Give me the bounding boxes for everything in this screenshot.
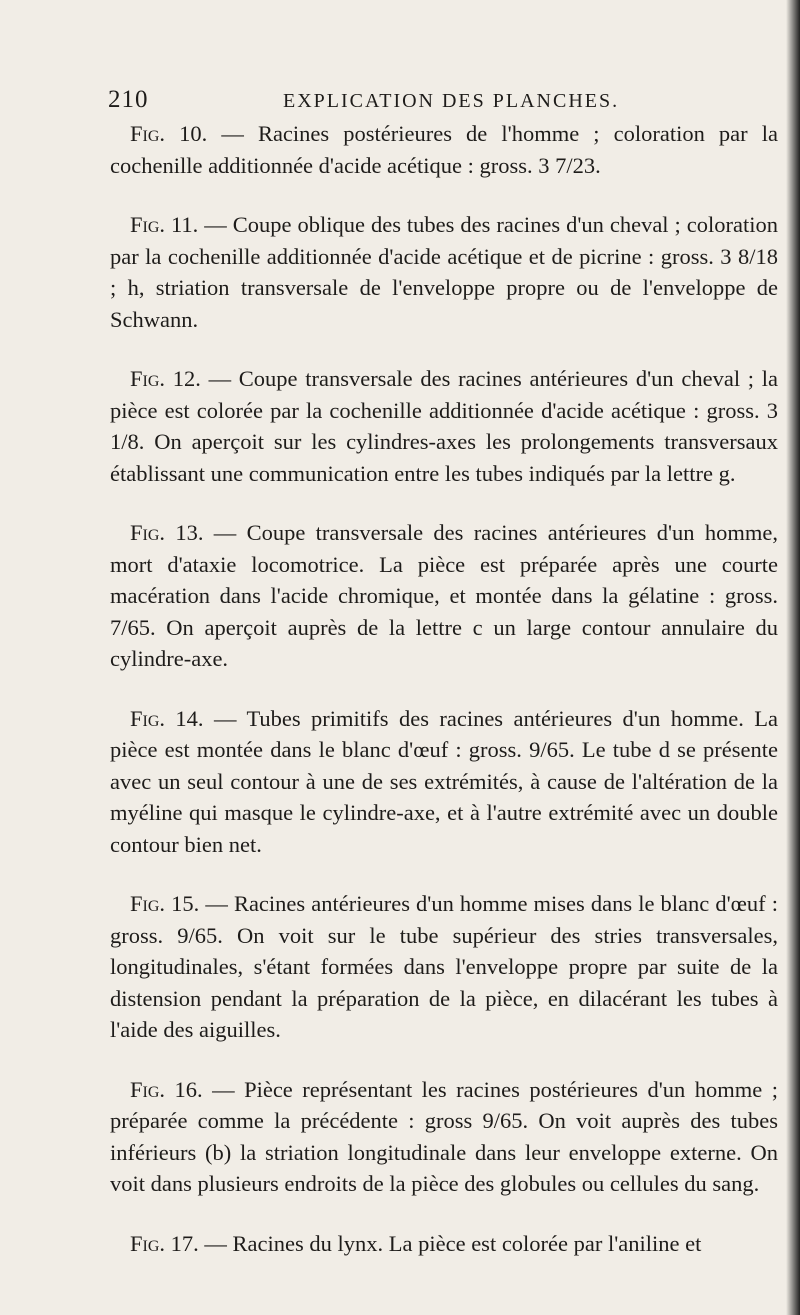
figure-caption-11 — [110, 209, 778, 335]
running-title: EXPLICATION DES PLANCHES. — [283, 90, 620, 112]
page-edge-shadow — [786, 0, 800, 1315]
figure-description: — Coupe transversale des racines antérieures d'un homme, mort d'ataxie locomotrice. La pièce est préparée après une courte macération dans l'acide chromique, et montée dans la gélatine : gross. 7/65. On aperçoit auprès de la lettre c un large contour annulaire du cylindre-axe. — [110, 520, 778, 671]
figure-caption-16 — [110, 1074, 778, 1200]
figure-label: Fig. 15. — [130, 891, 200, 916]
figure-description: — Coupe transversale des racines antérieures d'un cheval ; la pièce est colorée par la cochenille additionnée d'acide acétique : gross. 3 1/8. On aperçoit sur les cylindres-axes les prolongements transversaux établissant une communication entre les tubes indiqués par la lettre g. — [110, 366, 778, 486]
figure-description: — Pièce représentant les racines postérieures d'un homme ; préparée comme la précédente : gross 9/65. On voit auprès des tubes inférieurs (b) la striation longitudinale dans leur enveloppe externe. On voit dans plusieurs endroits de la pièce des globules ou cellules du sang. — [110, 1076, 778, 1196]
figure-caption-10 — [110, 118, 778, 181]
figure-label: Fig. 11. — [130, 212, 199, 237]
figure-label: Fig. 14. — [130, 705, 204, 731]
figure-description: — Racines postérieures de l'homme ; coloration par la cochenille additionnée d'acide acétique : gross. 3 7/23. — [110, 121, 778, 178]
figure-description: — Tubes primitifs des racines antérieures d'un homme. La pièce est montée dans le blanc d'œuf : gross. 9/65. Le tube d se présente avec un seul contour à une de ses extrémités, à cause de l'altération de la myéline qui masque le cylindre-axe, et à l'autre extrémité avec un double contour bien net. — [110, 705, 779, 857]
figure-label: Fig. 16. — [130, 1076, 203, 1102]
figure-caption-17 — [110, 1228, 778, 1260]
figure-caption-15 — [110, 888, 778, 1046]
body-text — [110, 118, 778, 1259]
figure-caption-12 — [110, 363, 778, 489]
figure-label: Fig. 10. — [130, 121, 208, 146]
figure-label: Fig. 17. — [130, 1230, 199, 1256]
figure-label: Fig. 12. — [130, 366, 201, 391]
figure-description: — Coupe oblique des tubes des racines d'un cheval ; coloration par la cochenille additionnée d'acide acétique et de picrine : gross. 3 8/18 ; h, striation transversale de l'enveloppe propre ou de l'enveloppe de Schwann. — [110, 212, 778, 332]
figure-label: Fig. 13. — [130, 520, 204, 545]
figure-description: — Racines antérieures d'un homme mises dans le blanc d'œuf : gross. 9/65. On voit sur le tube supérieur des stries transversales, longitudinales, s'étant formées dans l'enveloppe propre par suite de la distension pendant la préparation de la pièce, en dilacérant les tubes à l'aide des aiguilles. — [110, 891, 778, 1042]
figure-caption-14 — [110, 703, 778, 861]
figure-caption-13 — [110, 517, 778, 675]
page-number: 210 — [108, 86, 149, 113]
figure-description: — Racines du lynx. La pièce est colorée par l'aniline et — [198, 1230, 702, 1256]
page-header — [108, 86, 788, 116]
